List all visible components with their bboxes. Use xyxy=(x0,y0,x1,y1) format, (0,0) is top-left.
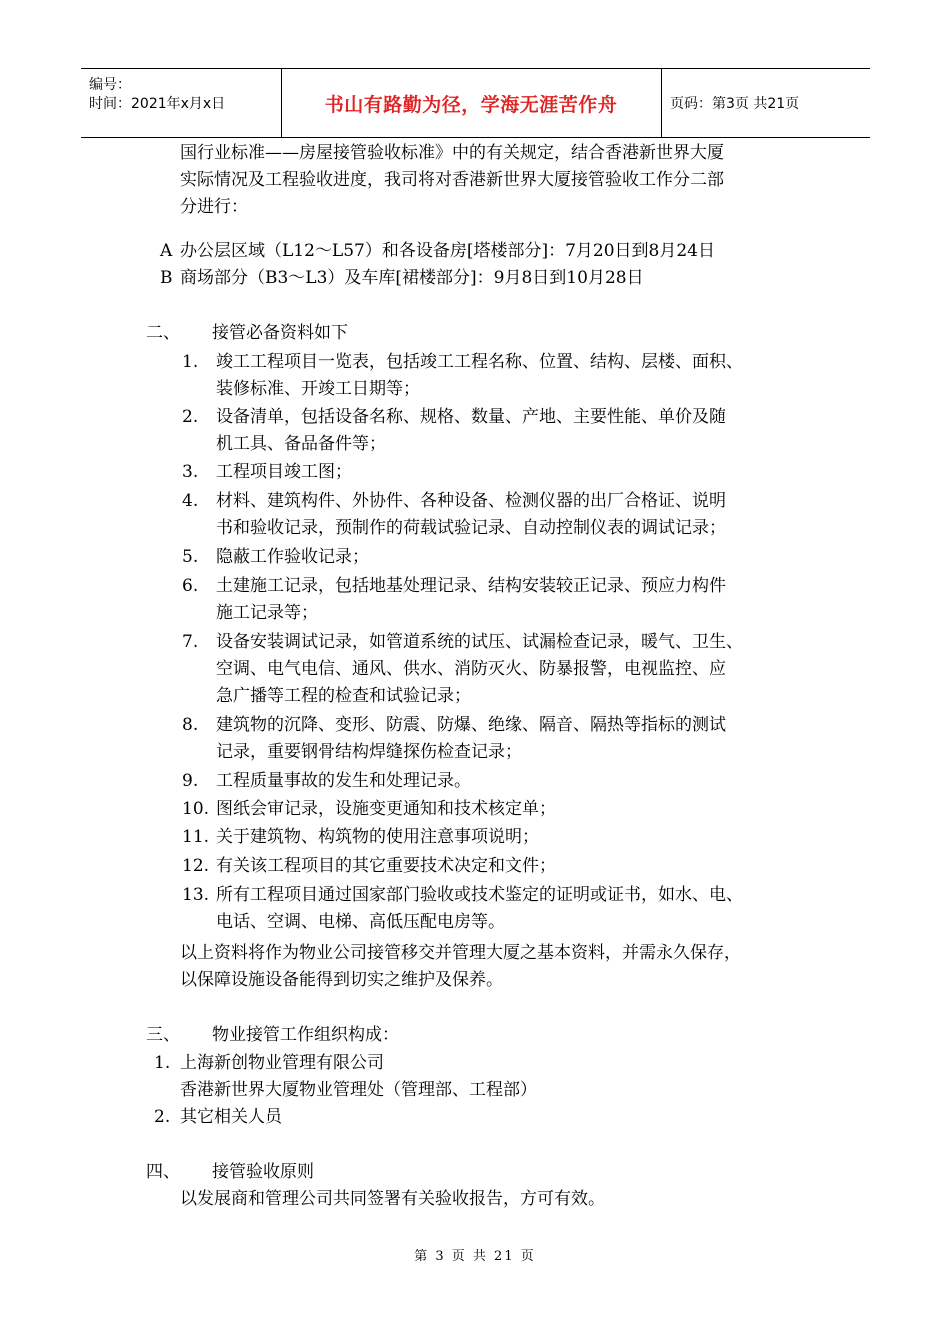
phase-text: 办公层区域（L12～L57）和各设备房[塔楼部分]：7月20日到8月24日 xyxy=(180,241,716,261)
list-item-text: 记录，重要钢骨结构焊缝探伤检查记录； xyxy=(216,742,522,762)
list-number: 2. xyxy=(182,407,199,427)
section-number: 四、 xyxy=(146,1162,180,1182)
list-item-text: 装修标准、开竣工日期等； xyxy=(216,379,420,399)
closing-paragraph: 以保障设施设备能得到切实之维护及保养。 xyxy=(180,970,503,990)
list-number: 8. xyxy=(182,715,199,735)
list-item-text: 关于建筑物、构筑物的使用注意事项说明； xyxy=(216,827,539,847)
list-number: 7. xyxy=(182,632,199,652)
list-number: 13. xyxy=(182,885,210,905)
section-title: 接管验收原则 xyxy=(212,1162,314,1182)
phase-marker: A xyxy=(160,241,173,261)
list-item-text: 隐蔽工作验收记录； xyxy=(216,547,369,567)
list-number: 6. xyxy=(182,576,199,596)
page-header xyxy=(81,68,870,138)
intro-line: 国行业标准——房屋接管验收标准》中的有关规定，结合香港新世界大厦 xyxy=(180,143,724,163)
list-number: 5. xyxy=(182,547,199,567)
list-number: 2. xyxy=(154,1107,171,1127)
section-title: 接管必备资料如下 xyxy=(212,323,348,343)
header-meta xyxy=(81,69,282,137)
list-item-text: 香港新世界大厦物业管理处（管理部、工程部） xyxy=(180,1080,537,1100)
section-title: 物业接管工作组织构成： xyxy=(212,1025,399,1045)
list-item-text: 其它相关人员 xyxy=(180,1107,282,1127)
list-item-text: 书和验收记录，预制作的荷载试验记录、自动控制仪表的调试记录； xyxy=(216,518,726,538)
list-number: 1. xyxy=(182,352,199,372)
list-number: 11. xyxy=(182,827,210,847)
list-item-text: 设备清单，包括设备名称、规格、数量、产地、主要性能、单价及随 xyxy=(216,407,726,427)
list-item-text: 电话、空调、电梯、高低压配电房等。 xyxy=(216,912,505,932)
list-number: 1. xyxy=(154,1053,171,1073)
section-number: 三、 xyxy=(146,1025,180,1045)
list-item-text: 所有工程项目通过国家部门验收或技术鉴定的证明或证书，如水、电、 xyxy=(216,885,743,905)
list-item-text: 竣工工程项目一览表，包括竣工工程名称、位置、结构、层楼、面积、 xyxy=(216,352,743,372)
page-label: 页码：第3页 共21页 xyxy=(661,69,870,137)
phase-marker: B xyxy=(160,268,173,288)
header-motto: 书山有路勤为径，学海无涯苦作舟 xyxy=(324,93,618,116)
list-number: 3. xyxy=(182,462,199,482)
list-item-text: 土建施工记录，包括地基处理记录、结构安装较正记录、预应力构件 xyxy=(216,576,726,596)
list-item-text: 空调、电气电信、通风、供水、消防灭火、防暴报警，电视监控、应 xyxy=(216,659,726,679)
phase-text: 商场部分（B3～L3）及车库[裙楼部分]：9月8日到10月28日 xyxy=(180,268,644,288)
date-label: 时间：2021年x月x日 xyxy=(89,96,226,112)
list-number: 9. xyxy=(182,771,199,791)
list-item-text: 机工具、备品备件等； xyxy=(216,434,386,454)
list-item-text: 工程项目竣工图； xyxy=(216,462,352,482)
list-item-text: 上海新创物业管理有限公司 xyxy=(180,1053,384,1073)
list-number: 10. xyxy=(182,799,210,819)
intro-line: 实际情况及工程验收进度，我司将对香港新世界大厦接管验收工作分二部 xyxy=(180,170,724,190)
list-item-text: 工程质量事故的发生和处理记录。 xyxy=(216,771,471,791)
list-number: 12. xyxy=(182,856,210,876)
list-item-text: 急广播等工程的检查和试验记录； xyxy=(216,686,471,706)
section-body: 以发展商和管理公司共同签署有关验收报告，方可有效。 xyxy=(180,1189,605,1209)
list-item-text: 材料、建筑构件、外协件、各种设备、检测仪器的出厂合格证、说明 xyxy=(216,491,726,511)
intro-line: 分进行： xyxy=(180,197,248,217)
list-item-text: 有关该工程项目的其它重要技术决定和文件； xyxy=(216,856,556,876)
page-footer: 第 3 页 共 21 页 xyxy=(414,1249,536,1264)
list-item-text: 设备安装调试记录，如管道系统的试压、试漏检查记录，暖气、卫生、 xyxy=(216,632,743,652)
section-number: 二、 xyxy=(146,323,180,343)
list-item-text: 建筑物的沉降、变形、防震、防爆、绝缘、隔音、隔热等指标的测试 xyxy=(216,715,726,735)
list-item-text: 图纸会审记录，设施变更通知和技术核定单； xyxy=(216,799,556,819)
code-label: 编号： xyxy=(89,77,131,93)
list-number: 4. xyxy=(182,491,199,511)
closing-paragraph: 以上资料将作为物业公司接管移交并管理大厦之基本资料，并需永久保存， xyxy=(180,943,741,963)
list-item-text: 施工记录等； xyxy=(216,603,318,623)
